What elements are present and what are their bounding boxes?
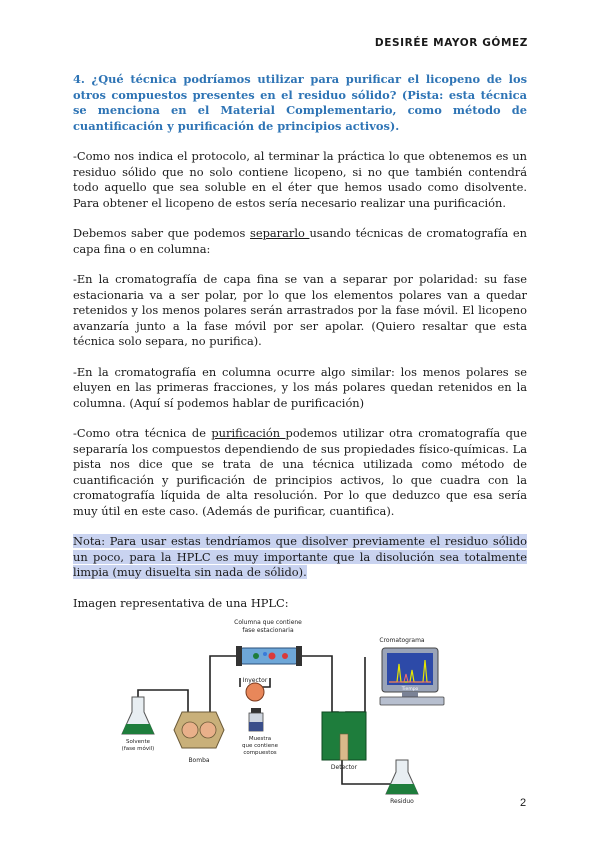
sample-label-1: Muestra [248, 736, 272, 742]
pump-label: Bomba [188, 757, 210, 764]
note-paragraph [73, 534, 527, 581]
paragraph-thin-layer: -En la cromatografía de capa fina se van a separar por polaridad: su fase estacionaria va a ser polar, por lo que los elementos polares van a quedar retenidos y los menos polares serán arrastrados por la fase móvil. El licopeno avanzaría junto a la fase móvil por ser apolar. (Quiero resaltar que esta técnica solo separa, no purifica). [73, 272, 527, 348]
sample-vial [249, 708, 263, 731]
waste-label: Residuo [390, 798, 414, 805]
paragraph-techniques [73, 226, 527, 257]
detector [322, 712, 366, 760]
text-segment: -Como otra técnica de [73, 426, 212, 440]
solvent-label-1: Solvente [125, 739, 151, 745]
text-segment: Debemos saber que podemos [73, 226, 250, 240]
page-number: 2 [520, 797, 527, 809]
solvent-label-2: (fase móvil) [121, 746, 155, 752]
screen-time-label: Tiempo [401, 687, 419, 692]
sample-label-2: que contiene [242, 743, 278, 749]
injector [246, 683, 264, 701]
chromatography-column [236, 646, 302, 666]
chromatogram-label: Cromatograma [379, 637, 425, 644]
pump [174, 712, 224, 748]
text-segment: usando técnicas de cromatografía en capa fina o en columna: [73, 226, 527, 256]
figure-caption: Imagen representativa de una HPLC: [73, 595, 289, 610]
detector-label: Detector [330, 764, 358, 771]
injector-label: Inyector [242, 677, 268, 684]
chromatogram-monitor [380, 648, 444, 705]
question-heading: 4. ¿Qué técnica podríamos utilizar para purificar el licopeno de los otros compuestos presentes en el residuo sólido? (Pista: esta técnica se menciona en el Material Complementario, como método de cuantificación y purificación de principios activos). [73, 72, 527, 133]
text-segment: podemos utilizar otra cromatografía que separaría los compuestos dependiendo de sus propiedades físico-químicas. La pista nos dice que se trata de una técnica utilizada como método de cuantificación y purificación de principios activos, lo que cuadra con la cromatografía líquida de alta resolución. Por lo que deduzco que esa sería muy útil en este caso. (Además de purificar, cuantifica). [73, 426, 527, 518]
underlined-word: purificación [211, 426, 286, 440]
highlighted-note: Nota: Para usar estas tendríamos que disolver previamente el residuo sólido un poco, para la HPLC es muy importante que la disolución sea totalmente limpia (muy disuelta sin nada de sólido). [73, 534, 527, 579]
paragraph-intro: -Como nos indica el protocolo, al terminar la práctica lo que obtenemos es un residuo sólido que no solo contiene licopeno, si no que también contendrá todo aquello que sea soluble en el éter que hemos usado como disolvente. Para obtener el licopeno de estos sería necesario realizar una purificación. [73, 149, 527, 210]
column-label-2: fase estacionaria [242, 627, 294, 634]
underlined-word: separarlo [249, 226, 310, 240]
solvent-flask [122, 697, 154, 734]
sample-label-3: compuestos [243, 750, 277, 756]
column-label-1: Columna que contiene [234, 619, 302, 626]
paragraph-hplc [73, 426, 527, 519]
hplc-diagram [110, 612, 450, 807]
waste-flask [386, 760, 418, 794]
paragraph-column: -En la cromatografía en columna ocurre algo similar: los menos polares se eluyen en las primeras fracciones, y los más polares quedan retenidos en la columna. (Aquí sí podemos hablar de purificación) [73, 364, 527, 410]
author-header: DESIRÉE MAYOR GÓMEZ [374, 37, 528, 49]
document-body [73, 72, 527, 611]
